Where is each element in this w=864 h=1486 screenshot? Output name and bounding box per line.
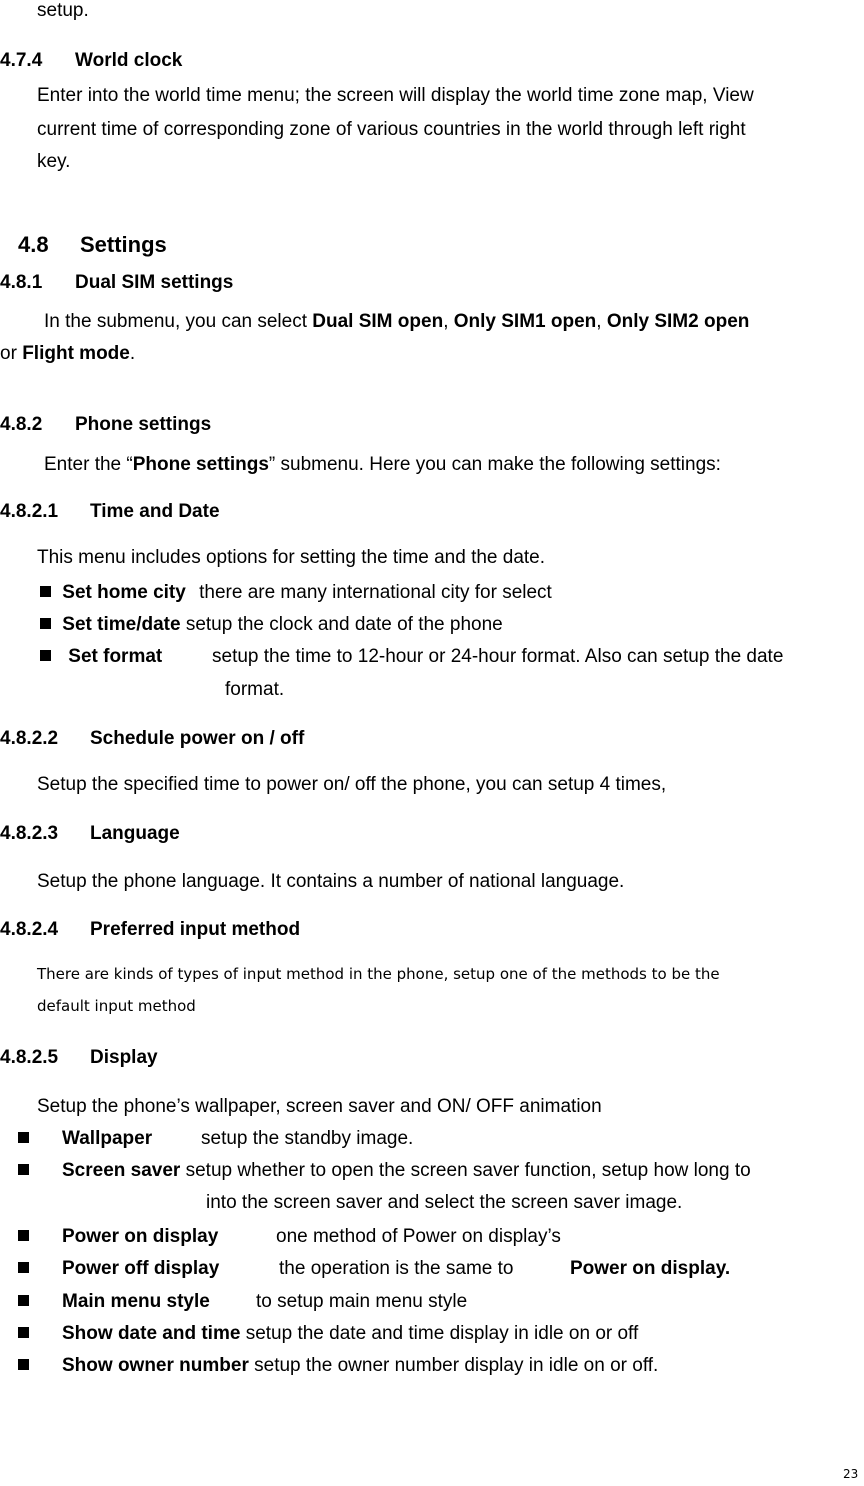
list-item xyxy=(40,614,503,636)
list-item xyxy=(18,1291,29,1313)
top-fragment: setup. xyxy=(37,0,89,21)
paragraph-line xyxy=(0,343,135,365)
heading-title: Language xyxy=(90,823,180,844)
text-run: , xyxy=(443,311,454,332)
paragraph-line: Setup the specified time to power on/ off the phone, you can setup 4 times, xyxy=(37,774,667,795)
heading-4-8-2-4 xyxy=(0,919,300,941)
item-term: Show date and time xyxy=(62,1323,241,1344)
text-run: ” submenu. Here you can make the following settings: xyxy=(268,454,721,475)
item-text: to setup main menu style xyxy=(256,1291,468,1312)
item-line xyxy=(62,1355,658,1377)
bullet-square-icon xyxy=(18,1327,29,1338)
paragraph-line: key. xyxy=(37,151,71,172)
heading-4-7-4 xyxy=(0,50,182,72)
heading-title: Schedule power on / off xyxy=(90,728,305,749)
paragraph-line: Setup the phone’s wallpaper, screen saver and ON/ OFF animation xyxy=(37,1096,602,1117)
bullet-square-icon xyxy=(18,1164,29,1175)
item-term: Set format xyxy=(68,646,163,667)
item-text: setup the date and time display in idle on or off xyxy=(245,1323,639,1344)
heading-4-8-1 xyxy=(0,272,233,294)
bullet-square-icon xyxy=(40,586,51,597)
text-run: , xyxy=(596,311,607,332)
item-text: setup whether to open the screen saver function, setup how long to xyxy=(185,1160,751,1181)
heading-title: Phone settings xyxy=(75,414,212,435)
phone-settings-term: Phone settings xyxy=(132,454,269,475)
heading-number: 4.8.2.3 xyxy=(0,823,59,844)
list-item xyxy=(18,1323,29,1345)
list-item xyxy=(18,1160,29,1182)
heading-number: 4.7.4 xyxy=(0,50,43,71)
heading-title: Dual SIM settings xyxy=(75,272,234,293)
item-line xyxy=(62,1160,751,1182)
paragraph-line: Setup the phone language. It contains a number of national language. xyxy=(37,871,625,892)
heading-title: Preferred input method xyxy=(90,919,301,940)
text-run: Enter the “ xyxy=(44,454,133,475)
bullet-square-icon xyxy=(40,650,51,661)
heading-4-8 xyxy=(18,232,167,257)
heading-number: 4.8.2.4 xyxy=(0,919,59,940)
item-text-continuation: format. xyxy=(225,679,285,700)
heading-4-8-2-2 xyxy=(0,728,304,750)
item-text: setup the time to 12-hour or 24-hour format. Also can setup the date xyxy=(212,646,784,667)
bullet-square-icon xyxy=(18,1359,29,1370)
item-text-continuation: into the screen saver and select the screen saver image. xyxy=(206,1192,683,1213)
heading-title: Time and Date xyxy=(90,501,220,522)
heading-number: 4.8.2.1 xyxy=(0,501,59,522)
text-run: In the submenu, you can select xyxy=(44,311,313,332)
item-term: Main menu style xyxy=(62,1291,210,1312)
bullet-square-icon xyxy=(18,1262,29,1273)
paragraph-line xyxy=(44,311,749,333)
item-term: Show owner number xyxy=(62,1355,249,1376)
heading-number: 4.8.1 xyxy=(0,272,43,293)
list-item xyxy=(18,1355,29,1377)
bullet-square-icon xyxy=(18,1132,29,1143)
item-term: Set home city xyxy=(62,582,186,603)
heading-number: 4.8.2.2 xyxy=(0,728,59,749)
heading-number: 4.8.2 xyxy=(0,414,43,435)
item-text: setup the clock and date of the phone xyxy=(185,614,503,635)
item-term: Power off display xyxy=(62,1258,220,1279)
item-text: one method of Power on display’s xyxy=(276,1226,561,1247)
item-text: there are many international city for select xyxy=(199,582,552,603)
heading-4-8-2-3 xyxy=(0,823,180,845)
item-term: Set time/date xyxy=(62,614,181,635)
heading-title: Settings xyxy=(80,232,167,257)
item-text: setup the owner number display in idle on or off. xyxy=(254,1355,659,1376)
bullet-square-icon xyxy=(18,1230,29,1241)
item-term: Screen saver xyxy=(62,1160,181,1181)
option-flight-mode: Flight mode xyxy=(22,343,130,364)
list-item xyxy=(18,1226,29,1248)
item-term: Wallpaper xyxy=(62,1128,153,1149)
list-item xyxy=(18,1258,29,1280)
heading-number: 4.8 xyxy=(18,232,49,257)
bullet-square-icon xyxy=(40,618,51,629)
text-run: . xyxy=(129,343,136,364)
heading-4-8-2 xyxy=(0,414,211,436)
heading-number: 4.8.2.5 xyxy=(0,1047,59,1068)
item-text: setup the standby image. xyxy=(201,1128,414,1149)
list-item xyxy=(18,1128,29,1150)
paragraph-line: current time of corresponding zone of various countries in the world through left right xyxy=(37,119,746,140)
heading-4-8-2-1 xyxy=(0,501,220,523)
item-line xyxy=(62,1323,638,1345)
option-dual-sim-open: Dual SIM open xyxy=(312,311,444,332)
option-only-sim1-open: Only SIM1 open xyxy=(453,311,597,332)
heading-4-8-2-5 xyxy=(0,1047,158,1069)
heading-title: World clock xyxy=(75,50,183,71)
paragraph-line: There are kinds of types of input method in the phone, setup one of the methods to be the xyxy=(37,965,720,983)
item-term: Power on display. xyxy=(570,1258,731,1279)
item-text: the operation is the same to xyxy=(279,1258,514,1279)
paragraph-line: This menu includes options for setting the time and the date. xyxy=(37,547,546,568)
page-number: 23 xyxy=(843,1467,859,1481)
paragraph-line xyxy=(44,454,721,476)
text-run: or xyxy=(0,343,23,364)
bullet-square-icon xyxy=(18,1295,29,1306)
paragraph-line: Enter into the world time menu; the screen will display the world time zone map, View xyxy=(37,85,754,106)
list-item xyxy=(40,646,162,668)
heading-title: Display xyxy=(90,1047,158,1068)
list-item xyxy=(40,582,552,604)
paragraph-line: default input method xyxy=(37,997,196,1015)
item-term: Power on display xyxy=(62,1226,219,1247)
option-only-sim2-open: Only SIM2 open xyxy=(606,311,750,332)
